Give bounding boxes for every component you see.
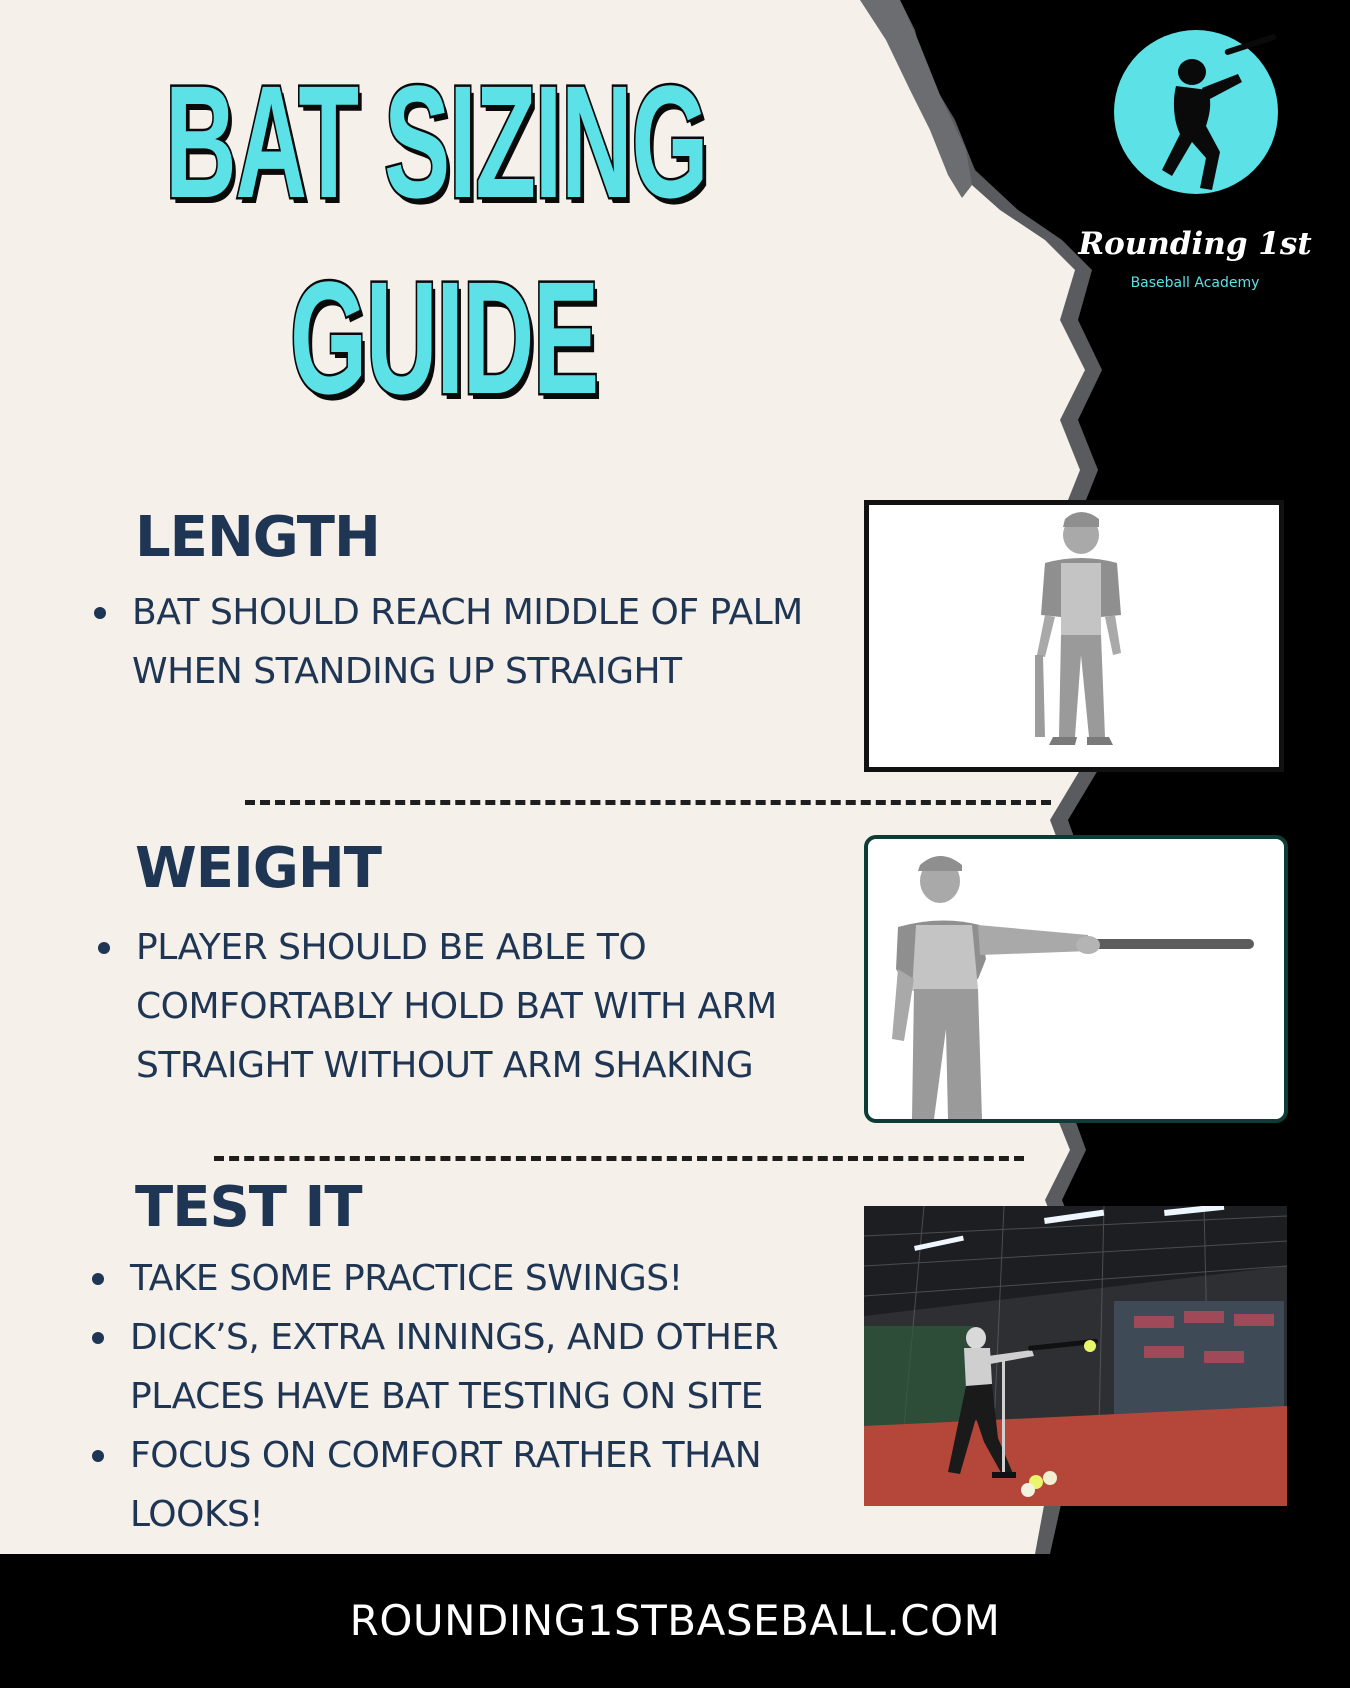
test-it-bullets (90, 1249, 830, 1544)
website-link[interactable]: ROUNDING1STBASEBALL.COM (349, 1596, 1001, 1645)
player-holding-bat-out-icon (864, 835, 1288, 1123)
weight-bullets (96, 918, 836, 1095)
section-divider (245, 800, 1051, 805)
list-item: BAT SHOULD REACH MIDDLE OF PALM WHEN STANDING UP STRAIGHT (92, 583, 832, 701)
baseball-batter-icon (1114, 30, 1278, 194)
brand-name: Rounding 1st (1078, 226, 1312, 262)
list-item: TAKE SOME PRACTICE SWINGS! (90, 1249, 830, 1308)
list-item: PLAYER SHOULD BE ABLE TO COMFORTABLY HOLD BAT WITH ARM STRAIGHT WITHOUT ARM SHAKING (96, 918, 836, 1095)
section-divider (214, 1156, 1024, 1161)
length-bullets (92, 583, 832, 701)
footer-bar (0, 1554, 1350, 1688)
length-heading: LENGTH (135, 505, 380, 570)
brand-subtitle: Baseball Academy (1130, 275, 1260, 291)
player-standing-with-bat-icon (864, 500, 1284, 772)
list-item: FOCUS ON COMFORT RATHER THAN LOOKS! (90, 1426, 830, 1544)
test-it-heading: TEST IT (135, 1175, 362, 1240)
batting-cage-photo-icon (864, 1206, 1287, 1506)
guide-title-line-2: GUIDE (290, 248, 598, 427)
guide-title-line-1: BAT SIZING (165, 52, 708, 231)
weight-heading: WEIGHT (135, 836, 381, 901)
list-item: DICK’S, EXTRA INNINGS, AND OTHER PLACES HAVE BAT TESTING ON SITE (90, 1308, 830, 1426)
